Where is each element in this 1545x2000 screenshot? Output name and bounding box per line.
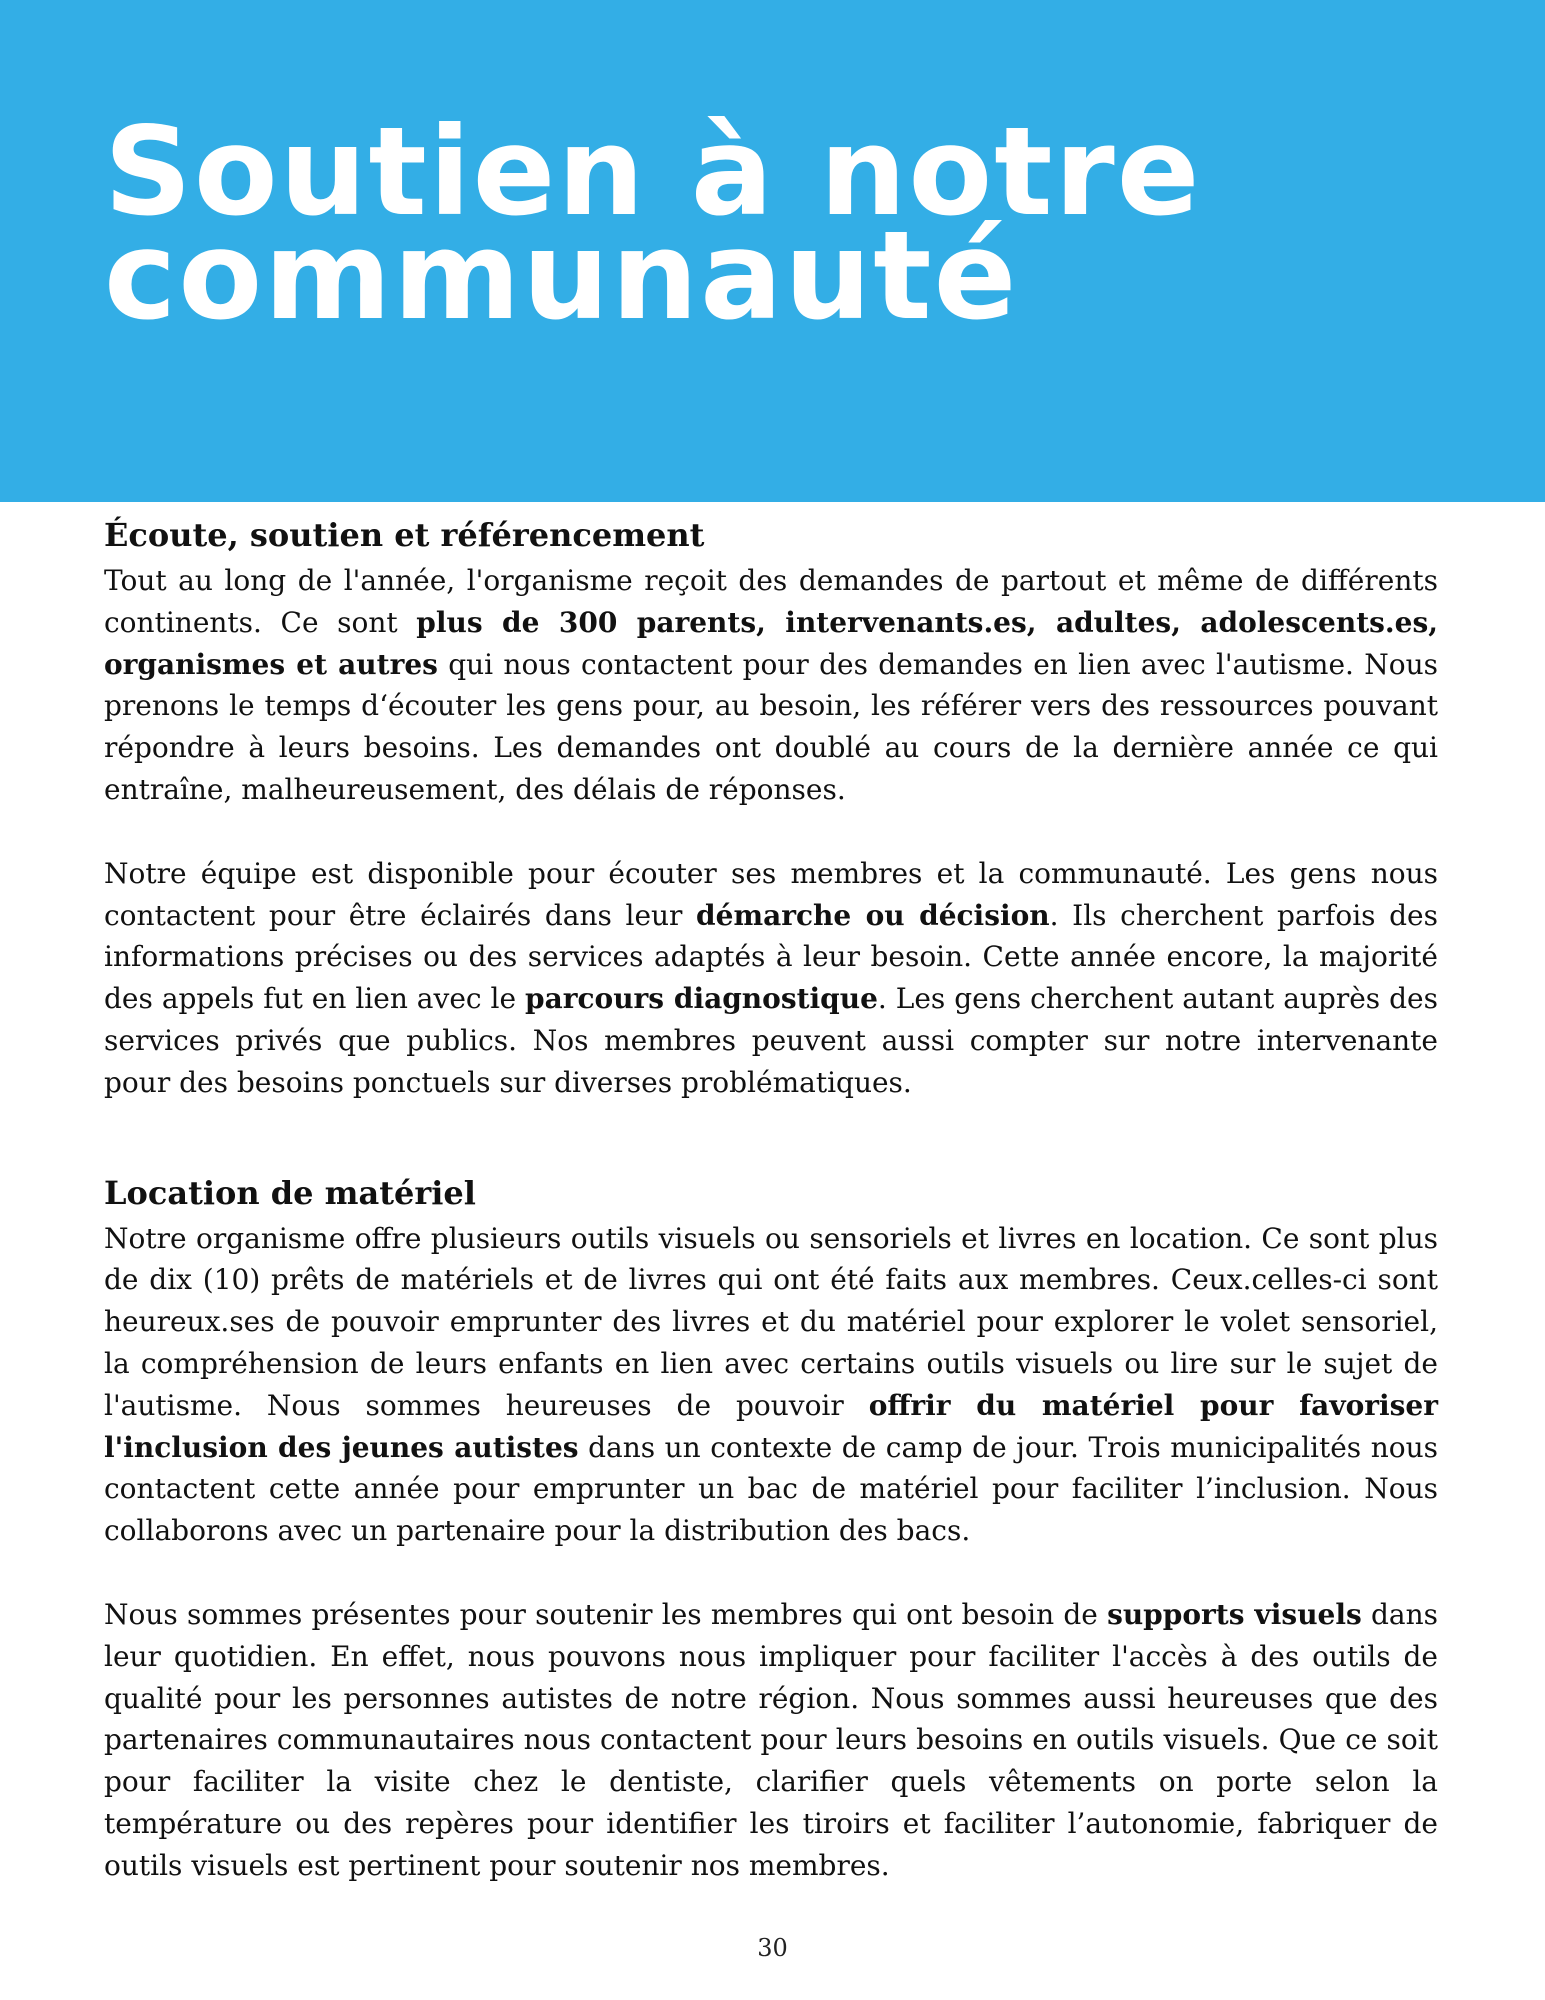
text-run: dans leur quotidien. En effet, nous pouvons nous impliquer pour faciliter l'accès à des outils de qualité pour les personnes autistes de notre région. Nous sommes aussi heureuses que des partenaires communautaires nous contactent pour leurs besoins en outils visuels. Que ce soit pour faciliter la visite chez le dentiste, clarifier quels vêtements on porte selon la température ou des repères pour identifier les tiroirs et faciliter l’autonomie, fabriquer de outils visuels est pertinent pour soutenir nos membres.: [104, 1597, 1438, 1882]
page-title: [104, 101, 1404, 347]
paragraph-ecoute-1: [104, 560, 1438, 811]
bold-text-run: démarche ou décision: [696, 898, 1050, 932]
text-run: Notre équipe est disponible pour écouter ses membres et la communauté. Les gens nous contactent pour être éclairés dans leur: [104, 856, 1438, 932]
page-number: 30: [757, 1934, 788, 1962]
paragraph-ecoute-2: [104, 853, 1438, 1104]
paragraph-location-2: [104, 1594, 1438, 1887]
paragraph-location-1: [104, 1218, 1438, 1552]
page-title-line-1: Soutien à notre: [104, 101, 1202, 243]
bold-text-run: plus de 300 parents, intervenants.es, adultes, adolescents.es, organismes et autres: [104, 605, 1438, 681]
text-run: dans un contexte de camp de jour. Trois municipalités nous contactent cette année pour emprunter un bac de matériel pour faciliter l’inclusion. Nous collaborons avec un partenaire pour la distribution des bacs.: [104, 1430, 1438, 1548]
text-run: . Ils cherchent parfois des informations précises ou des services adaptés à leur besoin. Cette année encore, la majorité des appels fut en lien avec le: [104, 898, 1438, 1016]
text-run: Tout au long de l'année, l'organisme reçoit des demandes de partout et même de différents continents. Ce sont: [104, 564, 1438, 639]
section-heading-ecoute: Écoute, soutien et référencement: [104, 516, 705, 554]
bold-text-run: offrir du matériel pour favoriser l'inclusion des jeunes autistes: [104, 1388, 1438, 1464]
title-banner: [0, 0, 1545, 502]
text-run: Notre organisme offre plusieurs outils visuels ou sensoriels et livres en location. Ce sont plus de dix (10) prêts de matériels et de livres qui ont été faits aux membres. Ceux.celles-ci sont heureux.ses de pouvoir emprunter des livres et du matériel pour explorer le volet sensoriel, la compréhension de leurs enfants en lien avec certains outils visuels ou lire sur le sujet de l'autisme. Nous sommes heureuses de pouvoir: [104, 1221, 1438, 1422]
main-content: [104, 510, 1438, 1887]
bold-text-run: supports visuels: [1107, 1597, 1362, 1631]
bold-text-run: parcours diagnostique: [525, 982, 878, 1016]
text-run: qui nous contactent pour des demandes en lien avec l'autisme. Nous prenons le temps d‘écouter les gens pour, au besoin, les référer vers des ressources pouvant répondre à leurs besoins. Les demandes ont doublé au cours de la dernière année ce qui entraîne, malheureusement, des délais de réponses.: [104, 647, 1439, 806]
page-title-line-2: communauté: [104, 205, 1019, 347]
text-run: . Les gens cherchent autant auprès des services privés que publics. Nos membres peuvent aussi compter sur notre intervenante pour des besoins ponctuels sur diverses problématiques.: [104, 982, 1438, 1099]
text-run: Nous sommes présentes pour soutenir les membres qui ont besoin de: [104, 1597, 1108, 1631]
section-heading-location: Location de matériel: [104, 1173, 476, 1212]
